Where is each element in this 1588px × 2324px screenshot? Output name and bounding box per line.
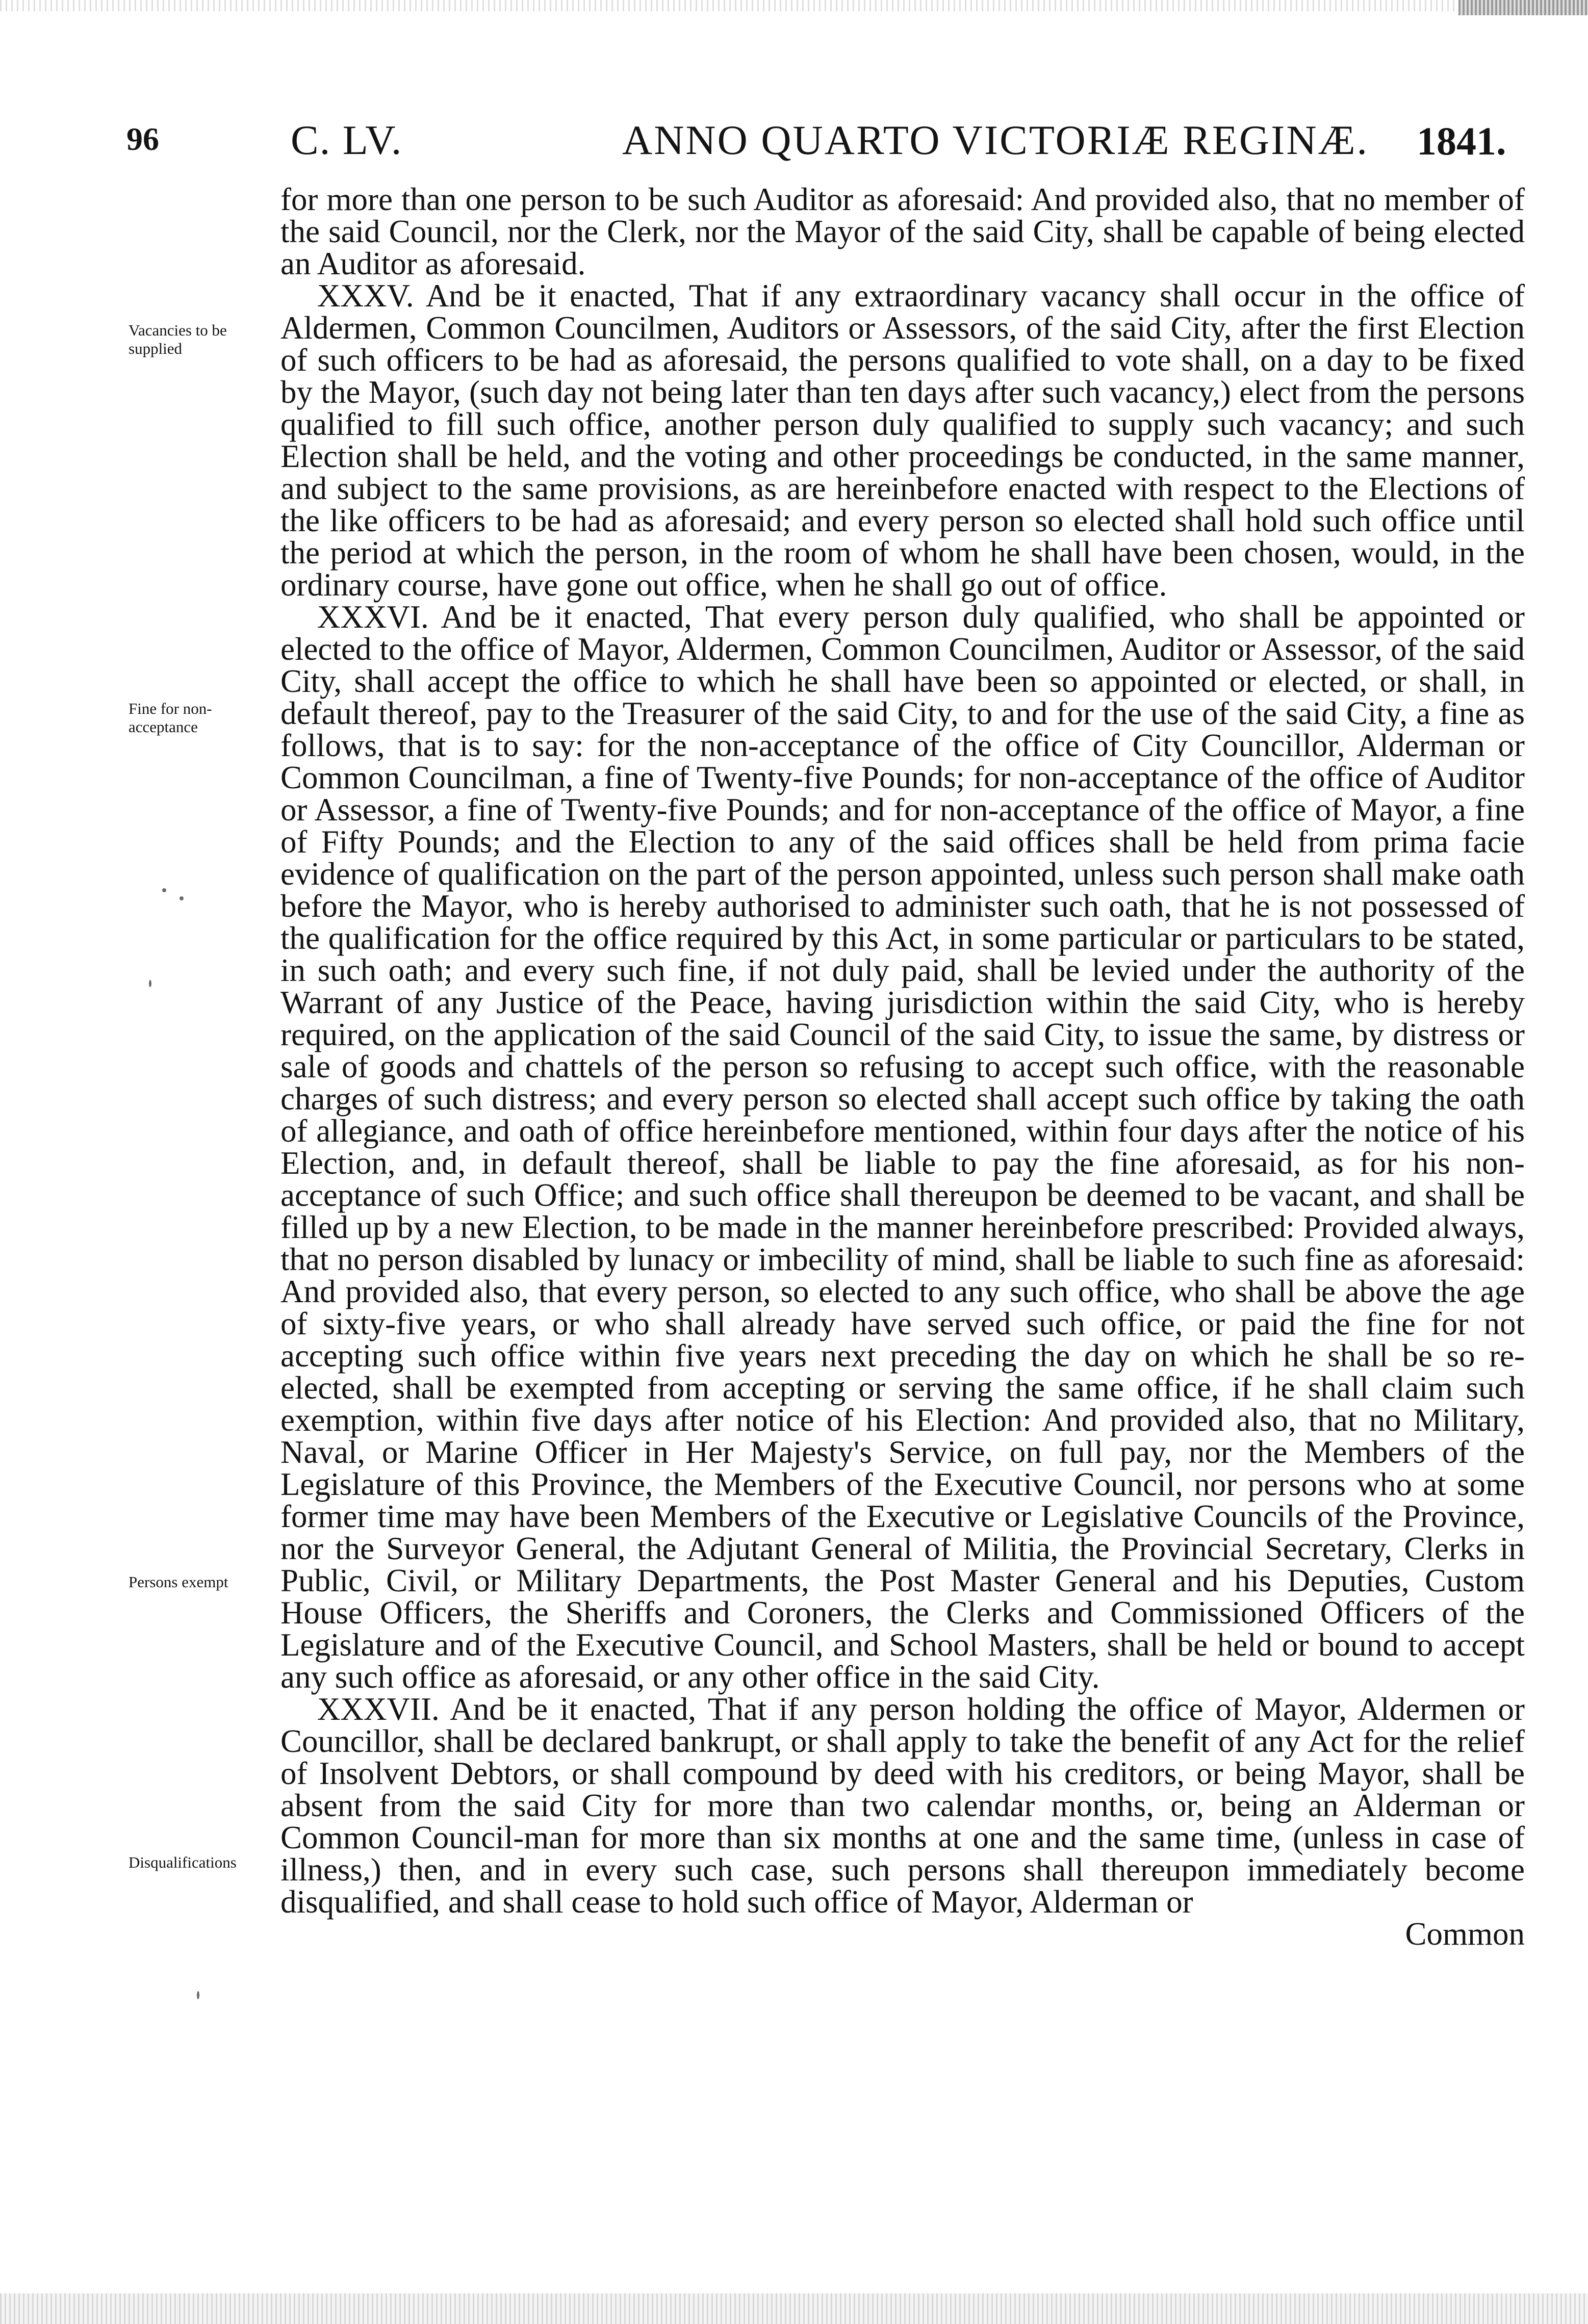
scan-speck bbox=[162, 888, 166, 892]
statute-text bbox=[280, 184, 1525, 1950]
section-xxxvi: XXXVI. And be it enacted, That every person duly qualified, who shall be appointed or elected to the office of Mayor, Aldermen, Common Councilmen, Auditor or Assessor, of the said City, shall accept the office to which he shall have been so appointed or elected, or shall, in default thereof, pay to the Treasurer of the said City, to and for the use of the said City, a fine as follows, that is to say: for the non-acceptance of the office of City Councillor, Alderman or Common Councilman, a fine of Twenty-five Pounds; for non-acceptance of the office of Auditor or Assessor, a fine of Twenty-five Pounds; and for non-acceptance of the office of Mayor, a fine of Fifty Pounds; and the Election to any of the said offices shall be held from prima facie evidence of qualification on the part of the person appointed, unless such person shall make oath before the Mayor, who is hereby authorised to administer such oath, that he is not possessed of the qualification for the office required by this Act, in some particular or particulars to be stated, in such oath; and every such fine, if not duly paid, shall be levied under the authority of the Warrant of any Justice of the Peace, having jurisdiction within the said City, who is hereby required, on the application of the said Council of the said City, to issue the same, by distress or sale of goods and chattels of the person so refusing to accept such office, with the reasonable charges of such distress; and every person so elected shall accept such office by taking the oath of allegiance, and oath of office hereinbefore mentioned, within four days after the notice of his Election, and, in default thereof, shall be liable to pay the fine aforesaid, as for his non-acceptance of such Office; and such office shall thereupon be deemed to be vacant, and shall be filled up by a new Election, to be made in the manner hereinbefore prescribed: Provided always, that no person disabled by lunacy or imbecility of mind, shall be liable to such fine as aforesaid: And provided also, that every person, so elected to any such office, who shall be above the age of sixty-five years, or who shall already have served such office, or paid the fine for not accepting such office within five years next preceding the day on which he shall be so re-elected, shall be exempted from accepting or serving the same office, if he shall claim such exemption, within five days after notice of his Election: And provided also, that no Military, Naval, or Marine Officer in Her Majesty's Service, on full pay, nor the Members of the Legislature of this Province, the Members of the Executive Council, nor persons who at some former time may have been Members of the Executive or Legislative Councils of the Province, nor the Surveyor General, the Adjutant General of Militia, the Provincial Secretary, Clerks in Public, Civil, or Military Departments, the Post Master General and his Deputies, Custom House Officers, the Sheriffs and Coroners, the Clerks and Commissioned Officers of the Legislature and of the Executive Council, and School Masters, shall be held or bound to accept any such office as aforesaid, or any other office in the said City. bbox=[280, 599, 1525, 1695]
margin-note-exempt: Persons exempt bbox=[129, 1573, 228, 1591]
scan-speck bbox=[197, 1991, 199, 1999]
scan-speck bbox=[180, 896, 184, 900]
scan-speck bbox=[149, 980, 151, 987]
header-title: ANNO QUARTO VICTORIÆ REGINÆ. bbox=[622, 117, 1369, 163]
scan-noise-top bbox=[0, 0, 1588, 11]
paragraph-continuation: for more than one person to be such Auditor as aforesaid: And provided also, that no member of the said Council, nor the Clerk, nor the Mayor of the said City, shall be capable of being elected an Auditor as aforesaid. bbox=[280, 182, 1525, 281]
header-year: 1841. bbox=[1417, 119, 1506, 163]
scan-noise-bottom bbox=[0, 2293, 1588, 2324]
margin-note-vacancies: Vacancies to be supplied bbox=[129, 321, 227, 357]
running-header bbox=[0, 116, 1588, 172]
margin-note-fine: Fine for non-acceptance bbox=[129, 700, 212, 736]
page-number: 96 bbox=[126, 121, 159, 157]
chapter-number: C. LV. bbox=[291, 117, 403, 163]
section-xxxv: XXXV. And be it enacted, That if any extraordinary vacancy shall occur in the office of Aldermen, Common Councilmen, Auditors or Assessors, of the said City, after the first Election of such officers to be had as aforesaid, the persons qualified to vote shall, on a day to be fixed by the Mayor, (such day not being later than ten days after such vacancy,) elect from the persons qualified to fill such office, another person duly qualified to supply such vacancy; and such Election shall be held, and the voting and other proceedings be conducted, in the same manner, and subject to the same provisions, as are hereinbefore enacted with respect to the Elections of the like officers to be had as aforesaid; and every person so elected shall hold such office until the period at which the person, in the room of whom he shall have been chosen, would, in the ordinary course, have gone out office, when he shall go out of office. bbox=[280, 278, 1525, 603]
scan-noise-corner bbox=[1458, 0, 1588, 15]
margin-note-disqualifications: Disqualifications bbox=[129, 1853, 237, 1871]
section-xxxvii: XXXVII. And be it enacted, That if any person holding the office of Mayor, Aldermen or Councillor, shall be declared bankrupt, or shall apply to take the benefit of any Act for the relief of Insolvent Debtors, or shall compound by deed with his creditors, or being Mayor, shall be absent from the said City for more than two calendar months, or, being an Alderman or Common Council-man for more than six months at one and the same time, (unless in case of illness,) then, and in every such case, such persons shall thereupon immediately become disqualified, and shall cease to hold such office of Mayor, Alderman or bbox=[280, 1691, 1525, 1920]
catchword: Common bbox=[1405, 1916, 1525, 1952]
